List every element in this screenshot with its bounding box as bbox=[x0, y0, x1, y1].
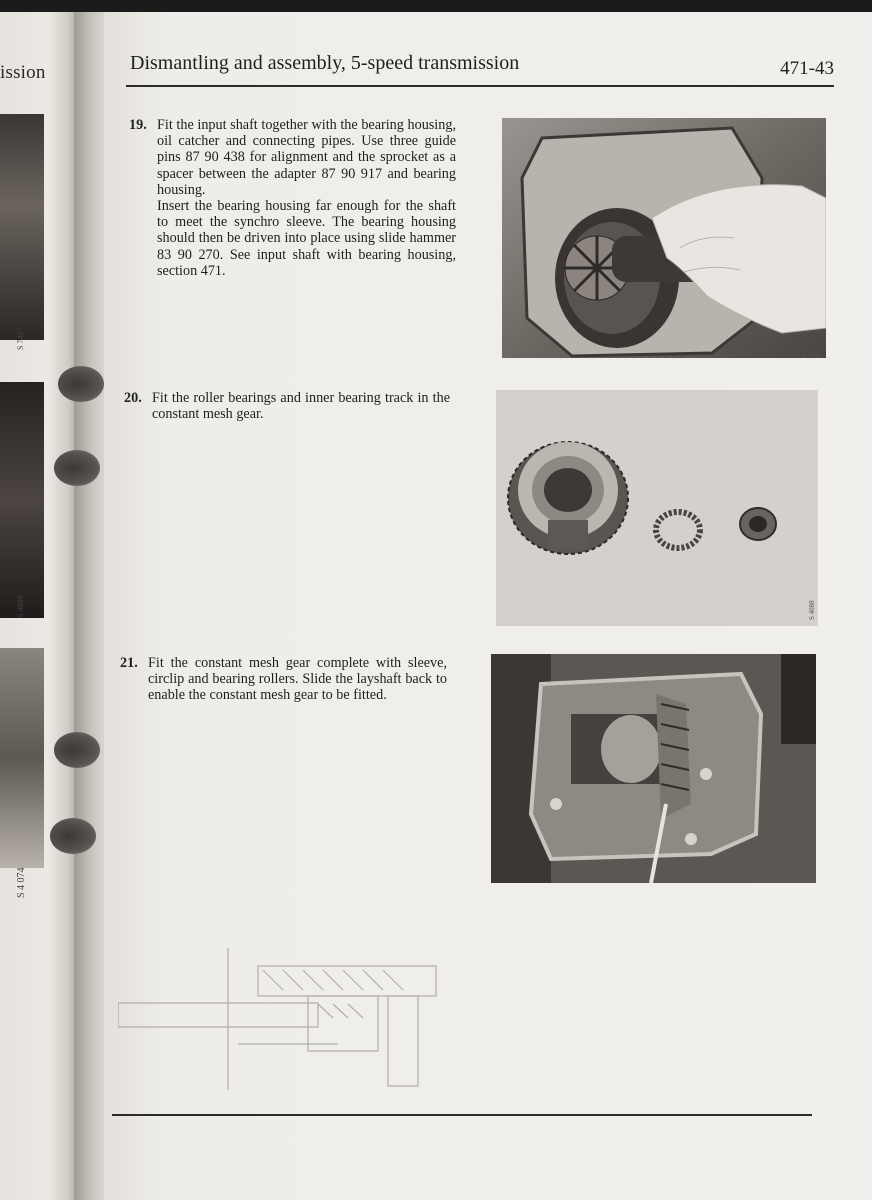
binder-hole bbox=[54, 450, 100, 486]
photo-caption: S 7386 bbox=[803, 352, 823, 360]
step-20-photo bbox=[496, 390, 818, 626]
step-text: Fit the input shaft together with the bearing housing, oil catcher and connecting pipes. Use three guide pins 87 90 438 for alignment and the sprocket as a spacer between the adapter 87 90 917 and bearing housing. bbox=[157, 117, 456, 198]
step-number: 20. bbox=[124, 390, 142, 406]
left-photo-caption: S 4 074 bbox=[16, 867, 27, 898]
binder-hole bbox=[54, 732, 100, 768]
step-number: 19. bbox=[129, 117, 147, 133]
left-page-photo bbox=[0, 648, 44, 868]
left-photo-caption: S 4089 bbox=[16, 595, 25, 618]
footer-divider bbox=[112, 1114, 812, 1116]
bleed-through-diagram bbox=[118, 948, 440, 1090]
step-20 bbox=[124, 390, 450, 423]
page-number: 471-43 bbox=[780, 58, 834, 79]
header-divider bbox=[126, 85, 834, 87]
left-page-photo bbox=[0, 114, 44, 340]
photo-caption: S 4088 bbox=[808, 600, 816, 620]
photo-caption: S 4703 bbox=[806, 860, 814, 880]
step-text: Insert the bearing housing far enough for the shaft to meet the synchro sleeve. The bearing housing should then be driven into place using slide hammer 83 90 270. See input shaft with bearing housing, section 471. bbox=[157, 198, 456, 279]
step-text: Fit the roller bearings and inner bearing track in the constant mesh gear. bbox=[152, 390, 450, 423]
left-page-photo bbox=[0, 382, 44, 618]
step-19-photo bbox=[502, 118, 826, 358]
top-dark-edge bbox=[0, 0, 872, 12]
step-text: Fit the constant mesh gear complete with sleeve, circlip and bearing rollers. Slide the layshaft back to enable the constant mesh gear to be fitted. bbox=[148, 655, 447, 704]
binder-hole bbox=[50, 818, 96, 854]
left-page-title-fragment: ission bbox=[0, 62, 46, 83]
step-number: 21. bbox=[120, 655, 138, 671]
step-19 bbox=[129, 117, 456, 279]
left-photo-caption: S 7407 bbox=[16, 327, 25, 350]
step-21 bbox=[120, 655, 447, 704]
binder-hole bbox=[58, 366, 104, 402]
page-title: Dismantling and assembly, 5-speed transmission bbox=[130, 52, 520, 74]
step-21-photo bbox=[491, 654, 816, 883]
